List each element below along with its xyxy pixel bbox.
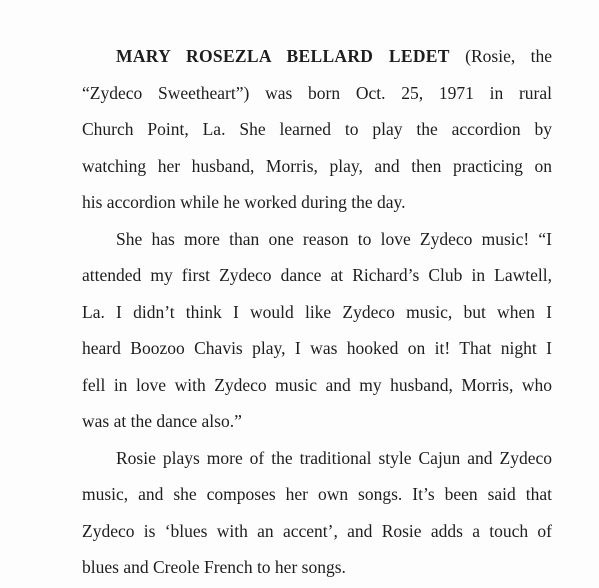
text-line: Church Point, La. She learned to play the accordion by [82, 119, 552, 139]
text-line: music, and she composes her own songs. It’s been said that [82, 484, 552, 504]
text-line: Rosie plays more of the traditional style Cajun and Zydeco [116, 447, 552, 468]
text-line: watching her husband, Morris, play, and then practicing on [82, 155, 552, 176]
text-line: was at the dance also.” [82, 411, 242, 431]
text-line: his accordion while he worked during the day. [82, 192, 406, 212]
paragraph-2 [82, 221, 552, 440]
text-line: blues and Creole French to her songs. [82, 557, 346, 577]
text-line: She has more than one reason to love Zydeco music! “I [116, 228, 552, 249]
text-line: heard Boozoo Chavis play, I was hooked on it! That night I [82, 338, 552, 358]
text-line [82, 38, 552, 75]
text-line: Zydeco is ‘blues with an accent’, and Rosie adds a touch of [82, 520, 552, 541]
text-line: La. I didn’t think I would like Zydeco music, but when I [82, 301, 552, 322]
artist-name: MARY ROSEZLA BELLARD LEDET [116, 46, 450, 66]
text-line: attended my first Zydeco dance at Richard’s Club in Lawtell, [82, 265, 552, 285]
paragraph-1 [82, 38, 552, 221]
text-line: “Zydeco Sweetheart”) was born Oct. 25, 1971 in rural [82, 82, 552, 103]
text-line: fell in love with Zydeco music and my husband, Morris, who [82, 374, 552, 395]
biography-text [82, 38, 552, 586]
line-text: (Rosie, the [449, 46, 552, 66]
paragraph-3 [82, 440, 552, 586]
